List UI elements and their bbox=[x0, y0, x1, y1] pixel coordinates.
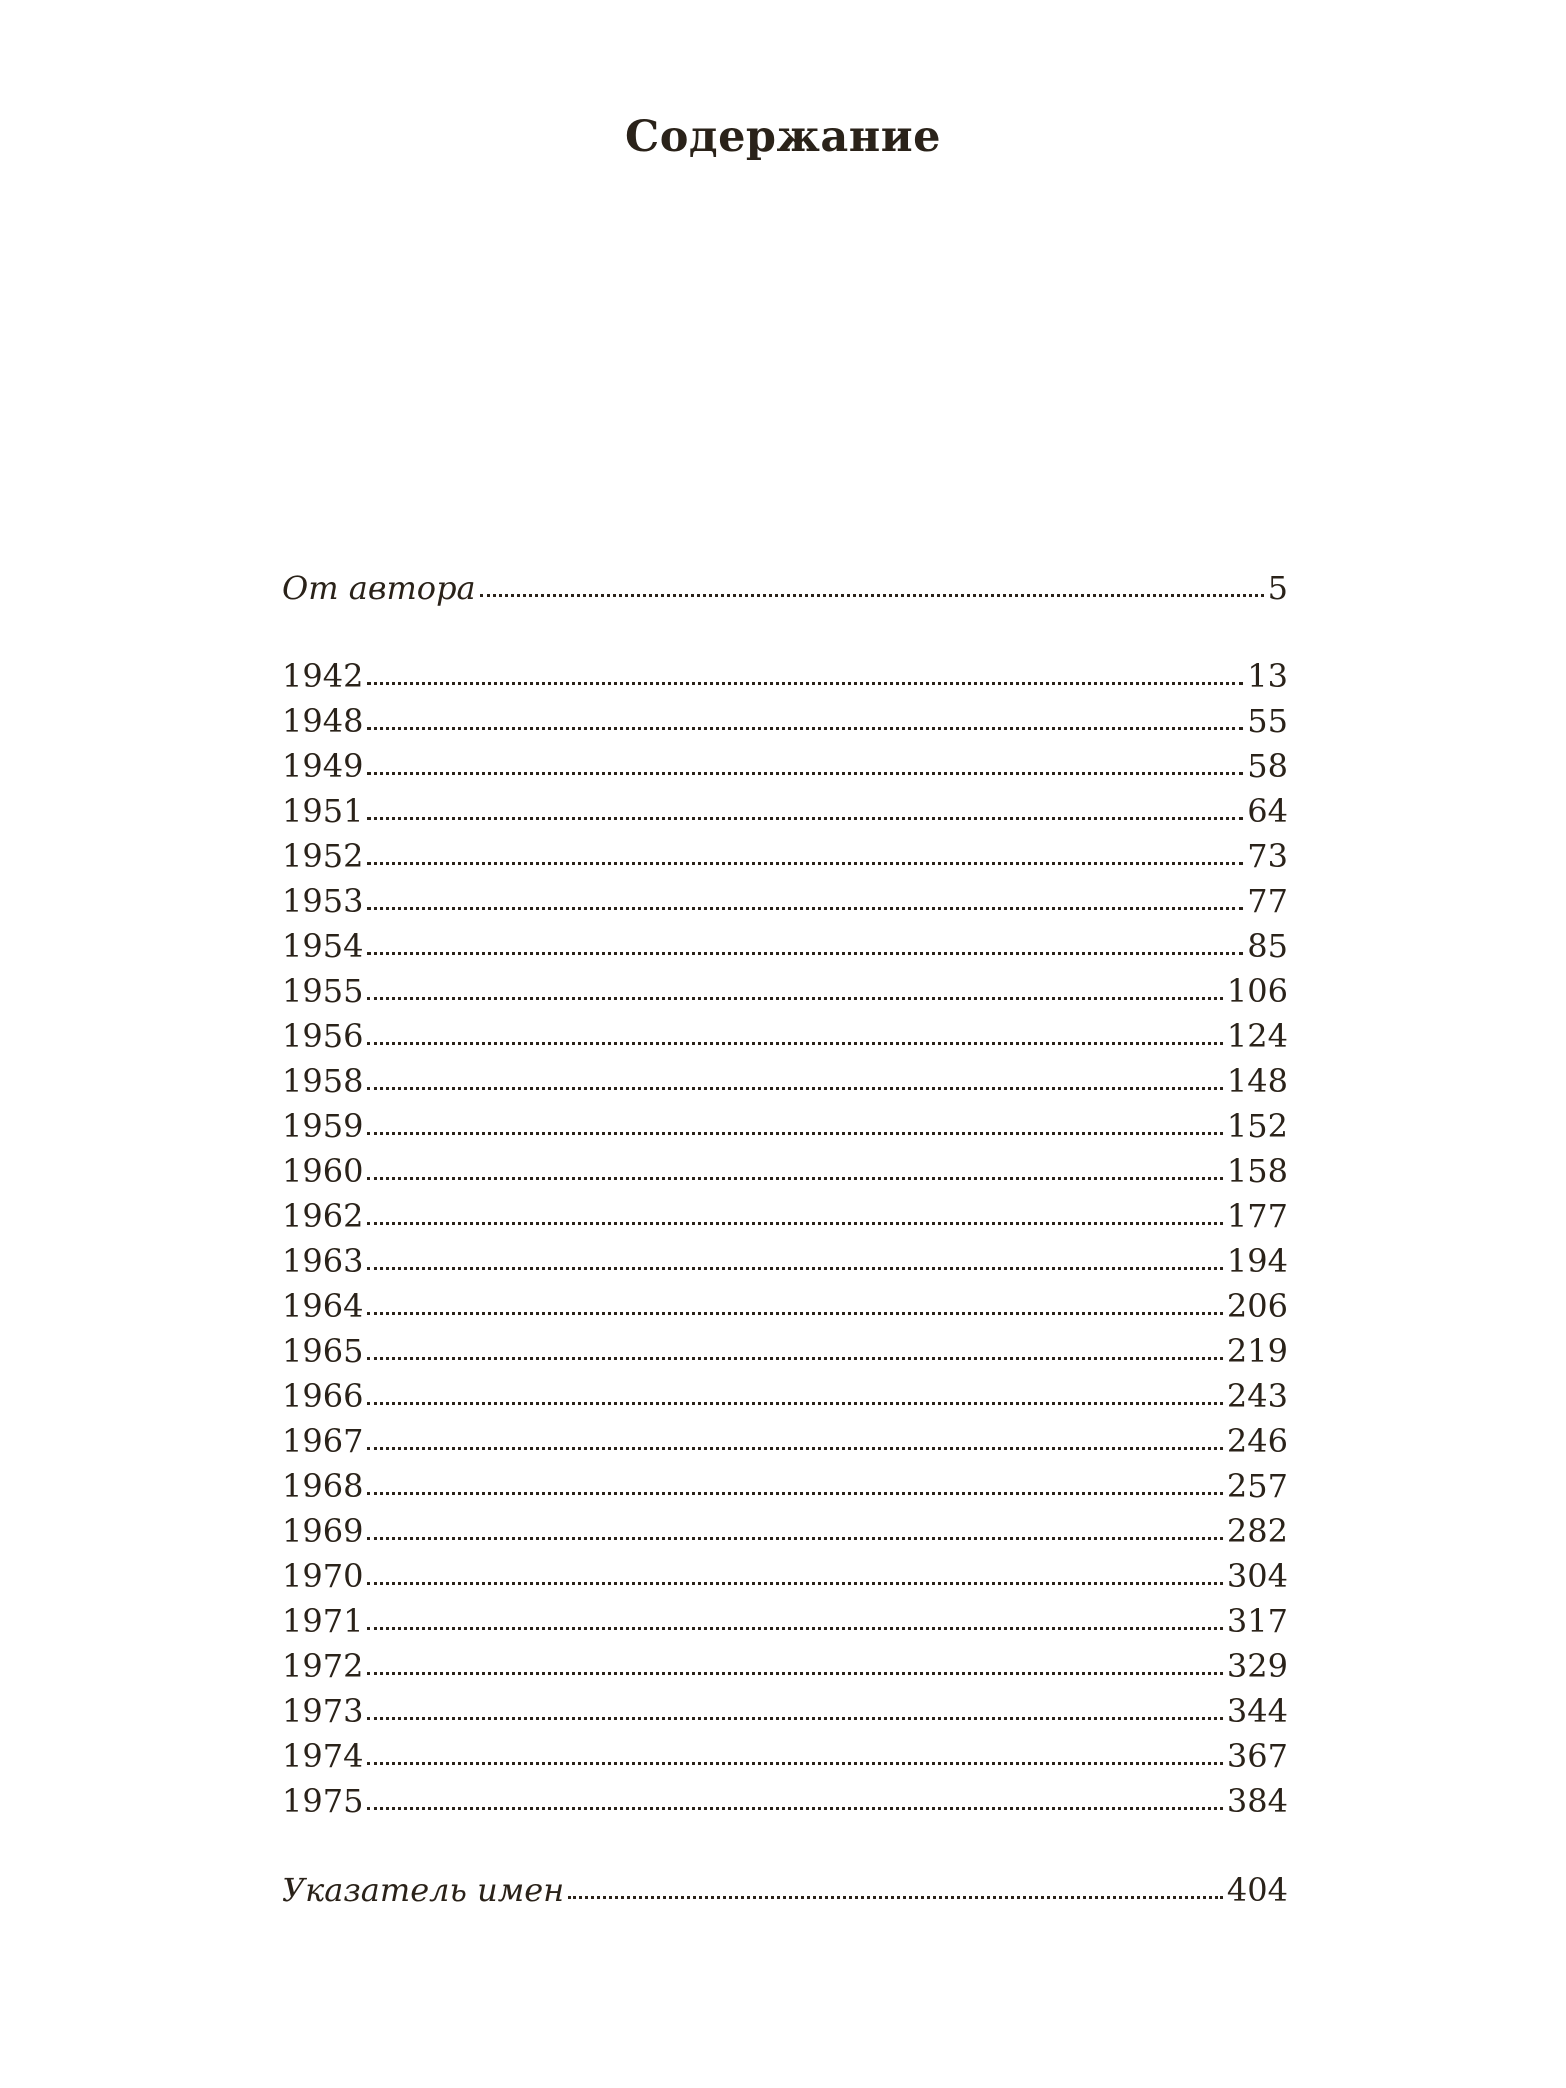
dot-leader bbox=[367, 1087, 1222, 1090]
toc-entry-page: 106 bbox=[1226, 972, 1288, 1010]
dot-leader bbox=[367, 952, 1243, 955]
toc-entry-label: 1975 bbox=[282, 1782, 364, 1820]
toc-entry-page: 177 bbox=[1226, 1197, 1288, 1235]
toc-entry-year[interactable] bbox=[282, 1061, 1288, 1101]
toc-entry-intro[interactable] bbox=[282, 568, 1288, 608]
dot-leader bbox=[367, 682, 1243, 685]
dot-leader bbox=[367, 1627, 1222, 1630]
toc-entry-label: 1956 bbox=[282, 1017, 364, 1055]
toc-entry-year[interactable] bbox=[282, 1286, 1288, 1326]
toc-entry-label: 1948 bbox=[282, 702, 364, 740]
toc-entry-label: 1960 bbox=[282, 1152, 364, 1190]
dot-leader bbox=[367, 1042, 1222, 1045]
dot-leader bbox=[367, 1267, 1222, 1270]
toc-entry-label: 1972 bbox=[282, 1647, 364, 1685]
toc-entry-year[interactable] bbox=[282, 1691, 1288, 1731]
toc-entry-year[interactable] bbox=[282, 836, 1288, 876]
toc-entry-label: 1949 bbox=[282, 747, 364, 785]
toc-entry-page: 257 bbox=[1226, 1467, 1288, 1505]
dot-leader bbox=[367, 1492, 1222, 1495]
toc-entry-page: 246 bbox=[1226, 1422, 1288, 1460]
toc-entry-year[interactable] bbox=[282, 791, 1288, 831]
toc-entry-page: 148 bbox=[1226, 1062, 1288, 1100]
toc-entry-year[interactable] bbox=[282, 1241, 1288, 1281]
toc-entry-year[interactable] bbox=[282, 1646, 1288, 1686]
dot-leader bbox=[367, 1447, 1222, 1450]
toc-entry-page: 152 bbox=[1226, 1107, 1288, 1145]
toc-entry-label: 1952 bbox=[282, 837, 364, 875]
toc-entry-page: 64 bbox=[1247, 792, 1288, 830]
toc-entry-label: 1964 bbox=[282, 1287, 364, 1325]
toc-entry-page: 404 bbox=[1226, 1871, 1288, 1909]
toc-entry-label: От автора bbox=[282, 569, 476, 607]
toc-entry-page: 206 bbox=[1226, 1287, 1288, 1325]
toc-entry-page: 5 bbox=[1267, 569, 1288, 607]
dot-leader bbox=[367, 1582, 1222, 1585]
toc-entry-year[interactable] bbox=[282, 1601, 1288, 1641]
dot-leader bbox=[367, 1312, 1222, 1315]
toc-entry-year[interactable] bbox=[282, 1781, 1288, 1821]
toc-entry-year[interactable] bbox=[282, 1466, 1288, 1506]
toc-entry-year[interactable] bbox=[282, 1151, 1288, 1191]
dot-leader bbox=[367, 907, 1243, 910]
toc-entry-label: 1959 bbox=[282, 1107, 364, 1145]
dot-leader bbox=[367, 817, 1243, 820]
toc-entry-label: 1969 bbox=[282, 1512, 364, 1550]
dot-leader bbox=[367, 1132, 1222, 1135]
toc-entry-year[interactable] bbox=[282, 746, 1288, 786]
dot-leader bbox=[367, 862, 1243, 865]
dot-leader bbox=[367, 1672, 1222, 1675]
dot-leader bbox=[367, 727, 1243, 730]
toc-entry-year[interactable] bbox=[282, 656, 1288, 696]
toc-entry-label: 1974 bbox=[282, 1737, 364, 1775]
toc-entry-page: 13 bbox=[1247, 657, 1288, 695]
toc-entry-page: 219 bbox=[1226, 1332, 1288, 1370]
toc-entry-page: 73 bbox=[1247, 837, 1288, 875]
toc-entry-label: Указатель имен bbox=[282, 1871, 565, 1909]
toc-entry-page: 124 bbox=[1226, 1017, 1288, 1055]
toc-entry-year[interactable] bbox=[282, 971, 1288, 1011]
toc-entry-year[interactable] bbox=[282, 1376, 1288, 1416]
toc-entry-label: 1970 bbox=[282, 1557, 364, 1595]
toc-entry-page: 304 bbox=[1226, 1557, 1288, 1595]
dot-leader bbox=[367, 1222, 1222, 1225]
dot-leader bbox=[367, 772, 1243, 775]
toc-entry-year[interactable] bbox=[282, 881, 1288, 921]
dot-leader bbox=[367, 1357, 1222, 1360]
toc-entry-year[interactable] bbox=[282, 926, 1288, 966]
toc-entry-year[interactable] bbox=[282, 1016, 1288, 1056]
toc-entry-page: 85 bbox=[1247, 927, 1288, 965]
toc-entry-page: 384 bbox=[1226, 1782, 1288, 1820]
dot-leader bbox=[367, 1402, 1222, 1405]
dot-leader bbox=[568, 1896, 1223, 1899]
dot-leader bbox=[367, 1717, 1222, 1720]
toc-entry-page: 58 bbox=[1247, 747, 1288, 785]
toc-entry-label: 1968 bbox=[282, 1467, 364, 1505]
toc-entry-label: 1953 bbox=[282, 882, 364, 920]
toc-entry-index[interactable] bbox=[282, 1870, 1288, 1910]
toc-entry-page: 329 bbox=[1226, 1647, 1288, 1685]
dot-leader bbox=[367, 1177, 1222, 1180]
toc-entry-label: 1962 bbox=[282, 1197, 364, 1235]
toc-entry-page: 344 bbox=[1226, 1692, 1288, 1730]
toc-entry-label: 1966 bbox=[282, 1377, 364, 1415]
toc-entry-label: 1963 bbox=[282, 1242, 364, 1280]
toc-entry-year[interactable] bbox=[282, 1736, 1288, 1776]
toc-entry-page: 243 bbox=[1226, 1377, 1288, 1415]
toc-entry-label: 1954 bbox=[282, 927, 364, 965]
toc-entry-year[interactable] bbox=[282, 1511, 1288, 1551]
toc-entry-page: 55 bbox=[1247, 702, 1288, 740]
toc-entry-year[interactable] bbox=[282, 1196, 1288, 1236]
toc-entry-label: 1971 bbox=[282, 1602, 364, 1640]
toc-entry-page: 77 bbox=[1247, 882, 1288, 920]
toc-entry-label: 1967 bbox=[282, 1422, 364, 1460]
toc-entry-label: 1942 bbox=[282, 657, 364, 695]
toc-entry-label: 1973 bbox=[282, 1692, 364, 1730]
dot-leader bbox=[367, 1537, 1222, 1540]
toc-entry-page: 317 bbox=[1226, 1602, 1288, 1640]
toc-entry-year[interactable] bbox=[282, 1106, 1288, 1146]
dot-leader bbox=[367, 997, 1222, 1000]
toc-entry-label: 1951 bbox=[282, 792, 364, 830]
page-title: Содержание bbox=[625, 112, 941, 162]
toc-entry-year[interactable] bbox=[282, 1556, 1288, 1596]
toc-entry-year[interactable] bbox=[282, 1331, 1288, 1371]
toc-entry-page: 194 bbox=[1226, 1242, 1288, 1280]
toc-entry-label: 1955 bbox=[282, 972, 364, 1010]
toc-entry-year[interactable] bbox=[282, 1421, 1288, 1461]
dot-leader bbox=[367, 1807, 1222, 1810]
toc-entry-year[interactable] bbox=[282, 701, 1288, 741]
toc-entry-label: 1965 bbox=[282, 1332, 364, 1370]
toc-entry-page: 367 bbox=[1226, 1737, 1288, 1775]
toc-entry-page: 282 bbox=[1226, 1512, 1288, 1550]
dot-leader bbox=[480, 594, 1264, 597]
toc-entry-page: 158 bbox=[1226, 1152, 1288, 1190]
dot-leader bbox=[367, 1762, 1222, 1765]
toc-entry-label: 1958 bbox=[282, 1062, 364, 1100]
